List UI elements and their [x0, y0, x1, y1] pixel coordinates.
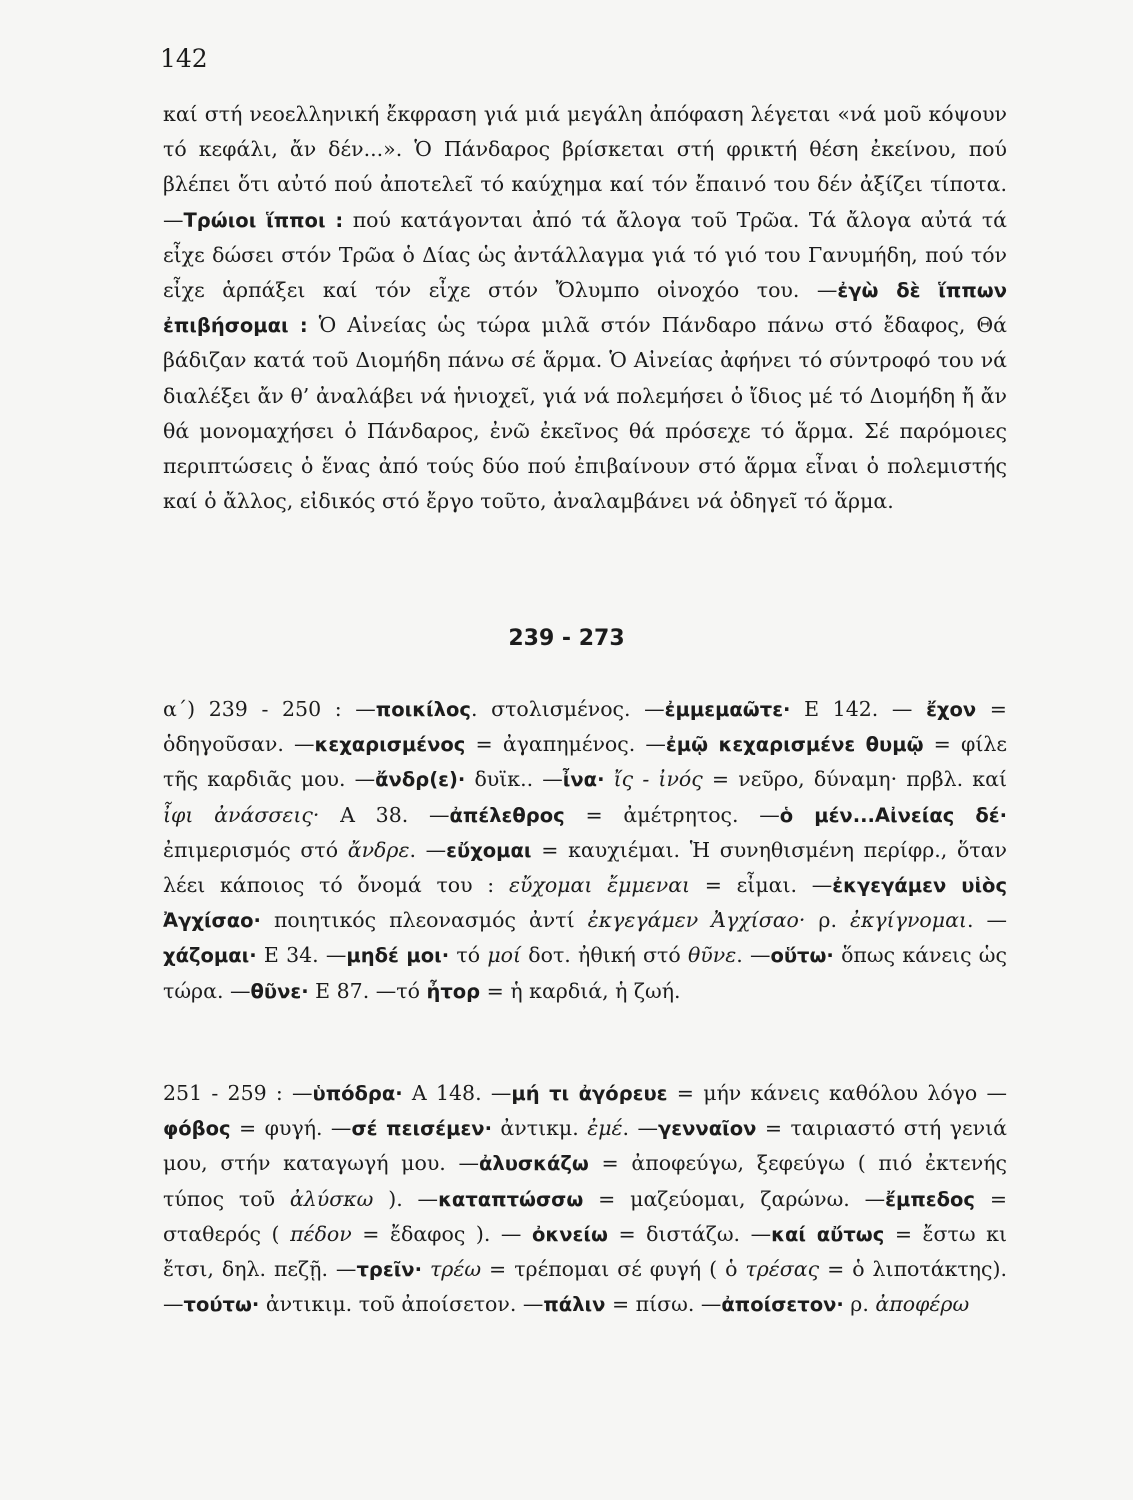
text-run: δυϊκ.. —	[465, 767, 563, 792]
glossary-term: μηδέ μοι·	[346, 944, 450, 968]
italic-text: εὔχομαι ἔμμεναι	[508, 873, 691, 898]
glossary-term: κεχαρισμένος	[314, 733, 466, 757]
glossary-term: ἀποίσετον·	[721, 1293, 844, 1317]
glossary-term: γενναῖον	[658, 1117, 757, 1141]
glossary-term: ἶνα·	[562, 768, 605, 792]
text-run: ποιητικός πλεονασμός ἀντί	[260, 908, 588, 933]
text-run: Α 148. —	[402, 1081, 512, 1105]
italic-text: πέδον	[290, 1221, 352, 1246]
italic-text: ἀποφέρω	[875, 1292, 970, 1317]
glossary-term: ἦτορ	[426, 979, 481, 1003]
glossary-term: ὁ μέν...Αἰνείας δέ·	[779, 803, 1007, 827]
text-run: = νεῦρο, δύναμη· πρβλ. καί	[702, 767, 1007, 792]
italic-text: τρέσας	[745, 1257, 820, 1282]
text-run: ὅπως κάνεις ὡς τώρα. —	[163, 943, 1008, 1003]
text-run: = φυγή. —	[230, 1116, 352, 1141]
text-run: = ἀποφεύγω, ξεφεύγω ( πιό ἐκτενής τύπος τοῦ	[163, 1151, 1007, 1211]
text-run: α΄) 239 - 250 : —	[163, 697, 376, 721]
glossary-term: ὀκνείω	[531, 1222, 608, 1246]
text-run: = ὁδηγοῦσαν. —	[163, 697, 1007, 757]
text-run: = ἔστω κι ἔτσι, δηλ. πεζῇ. —	[163, 1221, 1007, 1282]
text-run: = ταιριαστό στή γενιά μου, στήν καταγωγή μου. —	[163, 1116, 1007, 1176]
text-run: δοτ. ἠθική στό	[521, 943, 688, 968]
glossary-term: οὕτω·	[770, 944, 834, 968]
glossary-term: χάζομαι·	[163, 944, 257, 968]
italic-text: ἄνδρε	[347, 837, 410, 862]
glossary-term: πάλιν	[543, 1293, 606, 1317]
glossary-term: τούτω·	[183, 1293, 260, 1317]
text-run: . —	[409, 837, 447, 862]
text-run: = ἡ καρδιά, ἡ ζωή.	[480, 978, 681, 1003]
glossary-term: ποικίλος	[375, 698, 471, 721]
text-run: . —	[622, 1116, 658, 1141]
text-run: = φίλε τῆς καρδιᾶς μου. —	[163, 732, 1007, 792]
italic-text: ἐμέ	[587, 1116, 623, 1141]
glossary-term: ἀπέλεθρος	[449, 803, 565, 827]
text-run: = σταθερός (	[163, 1186, 1008, 1246]
glossary-term: ἀλυσκάζω	[479, 1152, 589, 1176]
text-run: ἀντικιμ. τοῦ ἀποίσετον. —	[259, 1292, 544, 1317]
text-run: Α 38. —	[319, 802, 450, 827]
glossary-term: ἔχον	[926, 698, 977, 721]
text-run: . —	[966, 908, 1007, 933]
text-run: ρ.	[805, 908, 850, 933]
text-run: = διστάζω. —	[607, 1221, 772, 1246]
italic-text: ἀλύσκω	[289, 1186, 374, 1211]
glossary-term: ἔμπεδος	[885, 1187, 975, 1211]
section-heading: 239 - 273	[508, 626, 625, 651]
text-run: Ε 142. —	[790, 697, 927, 721]
glossary-paragraph-251-259	[163, 1076, 1007, 1322]
text-run: = μήν κάνεις καθόλου λόγο —	[667, 1081, 1008, 1105]
text-run: ). —	[373, 1186, 439, 1211]
text-run: 251 - 259 : —	[163, 1081, 313, 1105]
text-run: = ὁ λιποτάκτης). —	[163, 1257, 1007, 1317]
glossary-term: θῦνε·	[250, 979, 309, 1003]
glossary-term: τρεῖν·	[356, 1258, 422, 1282]
text-run: = ἀγαπημένος. —	[465, 732, 666, 757]
italic-text: τρέω	[421, 1257, 482, 1282]
italic-text: ἐκγίγνομαι	[849, 908, 967, 933]
italic-text: ἶφι ἀνάσσεις·	[163, 802, 320, 827]
italic-text: ἴς - ἰνός	[604, 767, 703, 792]
glossary-term: ὑπόδρα·	[312, 1082, 403, 1105]
text-run: Ε 34. —	[256, 943, 347, 968]
glossary-term: ἐκγεγάμεν υἱὸς Ἀγχίσαο·	[163, 874, 1007, 933]
text-run: τό	[449, 943, 488, 968]
glossary-term: φόβος	[163, 1117, 231, 1141]
text-run: Ε 87. —τό	[308, 978, 427, 1003]
glossary-term: καί αὔτως	[771, 1222, 885, 1246]
text-run: = εἶμαι. —	[690, 873, 833, 898]
glossary-term: καταπτώσσω	[438, 1187, 584, 1211]
text-run: = τρέπομαι σέ φυγή ( ὁ	[481, 1257, 746, 1282]
glossary-term: ἐμῷ κεχαρισμένε θυμῷ	[665, 733, 924, 757]
page-number: 142	[160, 44, 208, 73]
text-run: πού κατάγονται ἀπό τά ἄλογα τοῦ Τρῶα. Τά ἄλογα αὐτά τά εἶχε δώσει στόν Τρῶα ὁ Δίας ὡς ἀντάλλαγμα γιά τό γιό του Γανυμήδη, πού τόν εἶχε ἁρπάξει καί τόν εἶχε στόν Ὄλυμπο οἰνοχόο του. —	[163, 207, 1008, 303]
glossary-term: ἐγὼ δὲ ἵππων ἐπιβήσομαι :	[163, 279, 1007, 338]
text-run: Ὁ Αἰνείας ὡς τώρα μιλᾶ στόν Πάνδαρο πάνω στό ἔδαφος, Θά βάδιζαν κατά τοῦ Διομήδη πάνω σέ ἅρμα. Ὁ Αἰνείας ἀφήνει τό σύντροφό του νά διαλέξει ἄν θ’ ἀναλάβει νά ἡνιοχεῖ, γιά νά πολεμήσει ὁ ἴδιος μέ τό Διομήδη ἤ ἄν θά μονομαχήσει ὁ Πάνδαρος, ἐνῶ ἐκεῖνος θά πρόσεχε τό ἅρμα. Σέ παρόμοιες περιπτώσεις ὁ ἕνας ἀπό τούς δύο πού ἐπιβαίνουν στό ἅρμα εἶναι ὁ πολεμιστής καί ὁ ἄλλος, εἰδικός στό ἔργο τοῦτο, ἀναλαμβάνει νά ὁδηγεῖ τό ἅρμα.	[163, 313, 1007, 514]
glossary-term: ἄνδρ(ε)·	[375, 768, 466, 792]
text-run: . στολισμένος. —	[470, 697, 665, 721]
text-run: ἐπιμερισμός στό	[163, 837, 348, 862]
italic-text: θῦνε	[687, 943, 737, 968]
glossary-term: μή τι ἀγόρευε	[511, 1082, 668, 1105]
glossary-term: Τρώιοι ἵπποι :	[183, 208, 344, 232]
text-run: ρ.	[843, 1292, 876, 1317]
text-run: = ἀμέτρητος. —	[564, 802, 780, 827]
text-run: ἀντικμ.	[492, 1116, 588, 1141]
text-run: καί στή νεοελληνική ἔκφραση γιά μιά μεγάλη ἀπόφαση λέγεται «νά μοῦ κόψουν τό κεφάλι, ἄν δέν...». Ὁ Πάνδαρος βρίσκεται στή φρικτή θέση ἐκείνου, πού βλέπει ὅτι αὐτό πού ἀποτελεῖ τό καύχημα καί τόν ἔπαινό του δέν ἀξίζει τίποτα. —	[163, 102, 1007, 232]
glossary-term: εὔχομαι	[446, 838, 532, 862]
glossary-term: ἐμμεμαῶτε·	[664, 698, 791, 721]
text-run: = πίσω. —	[605, 1292, 722, 1317]
intro-paragraph	[163, 97, 1007, 519]
italic-text: μοί	[487, 943, 522, 968]
text-run: = ἔδαφος ). —	[351, 1221, 532, 1246]
italic-text: ἐκγεγάμεν Ἀγχίσαο·	[587, 908, 806, 933]
glossary-term: σέ πεισέμεν·	[351, 1117, 492, 1141]
text-run: . —	[736, 943, 771, 968]
glossary-paragraph-239-250	[163, 692, 1007, 1009]
text-run: = καυχιέμαι. Ἡ συνηθισμένη περίφρ., ὅταν λέει κάποιος τό ὄνομά του :	[163, 837, 1007, 898]
text-run: = μαζεύομαι, ζαρώνω. —	[583, 1186, 886, 1211]
